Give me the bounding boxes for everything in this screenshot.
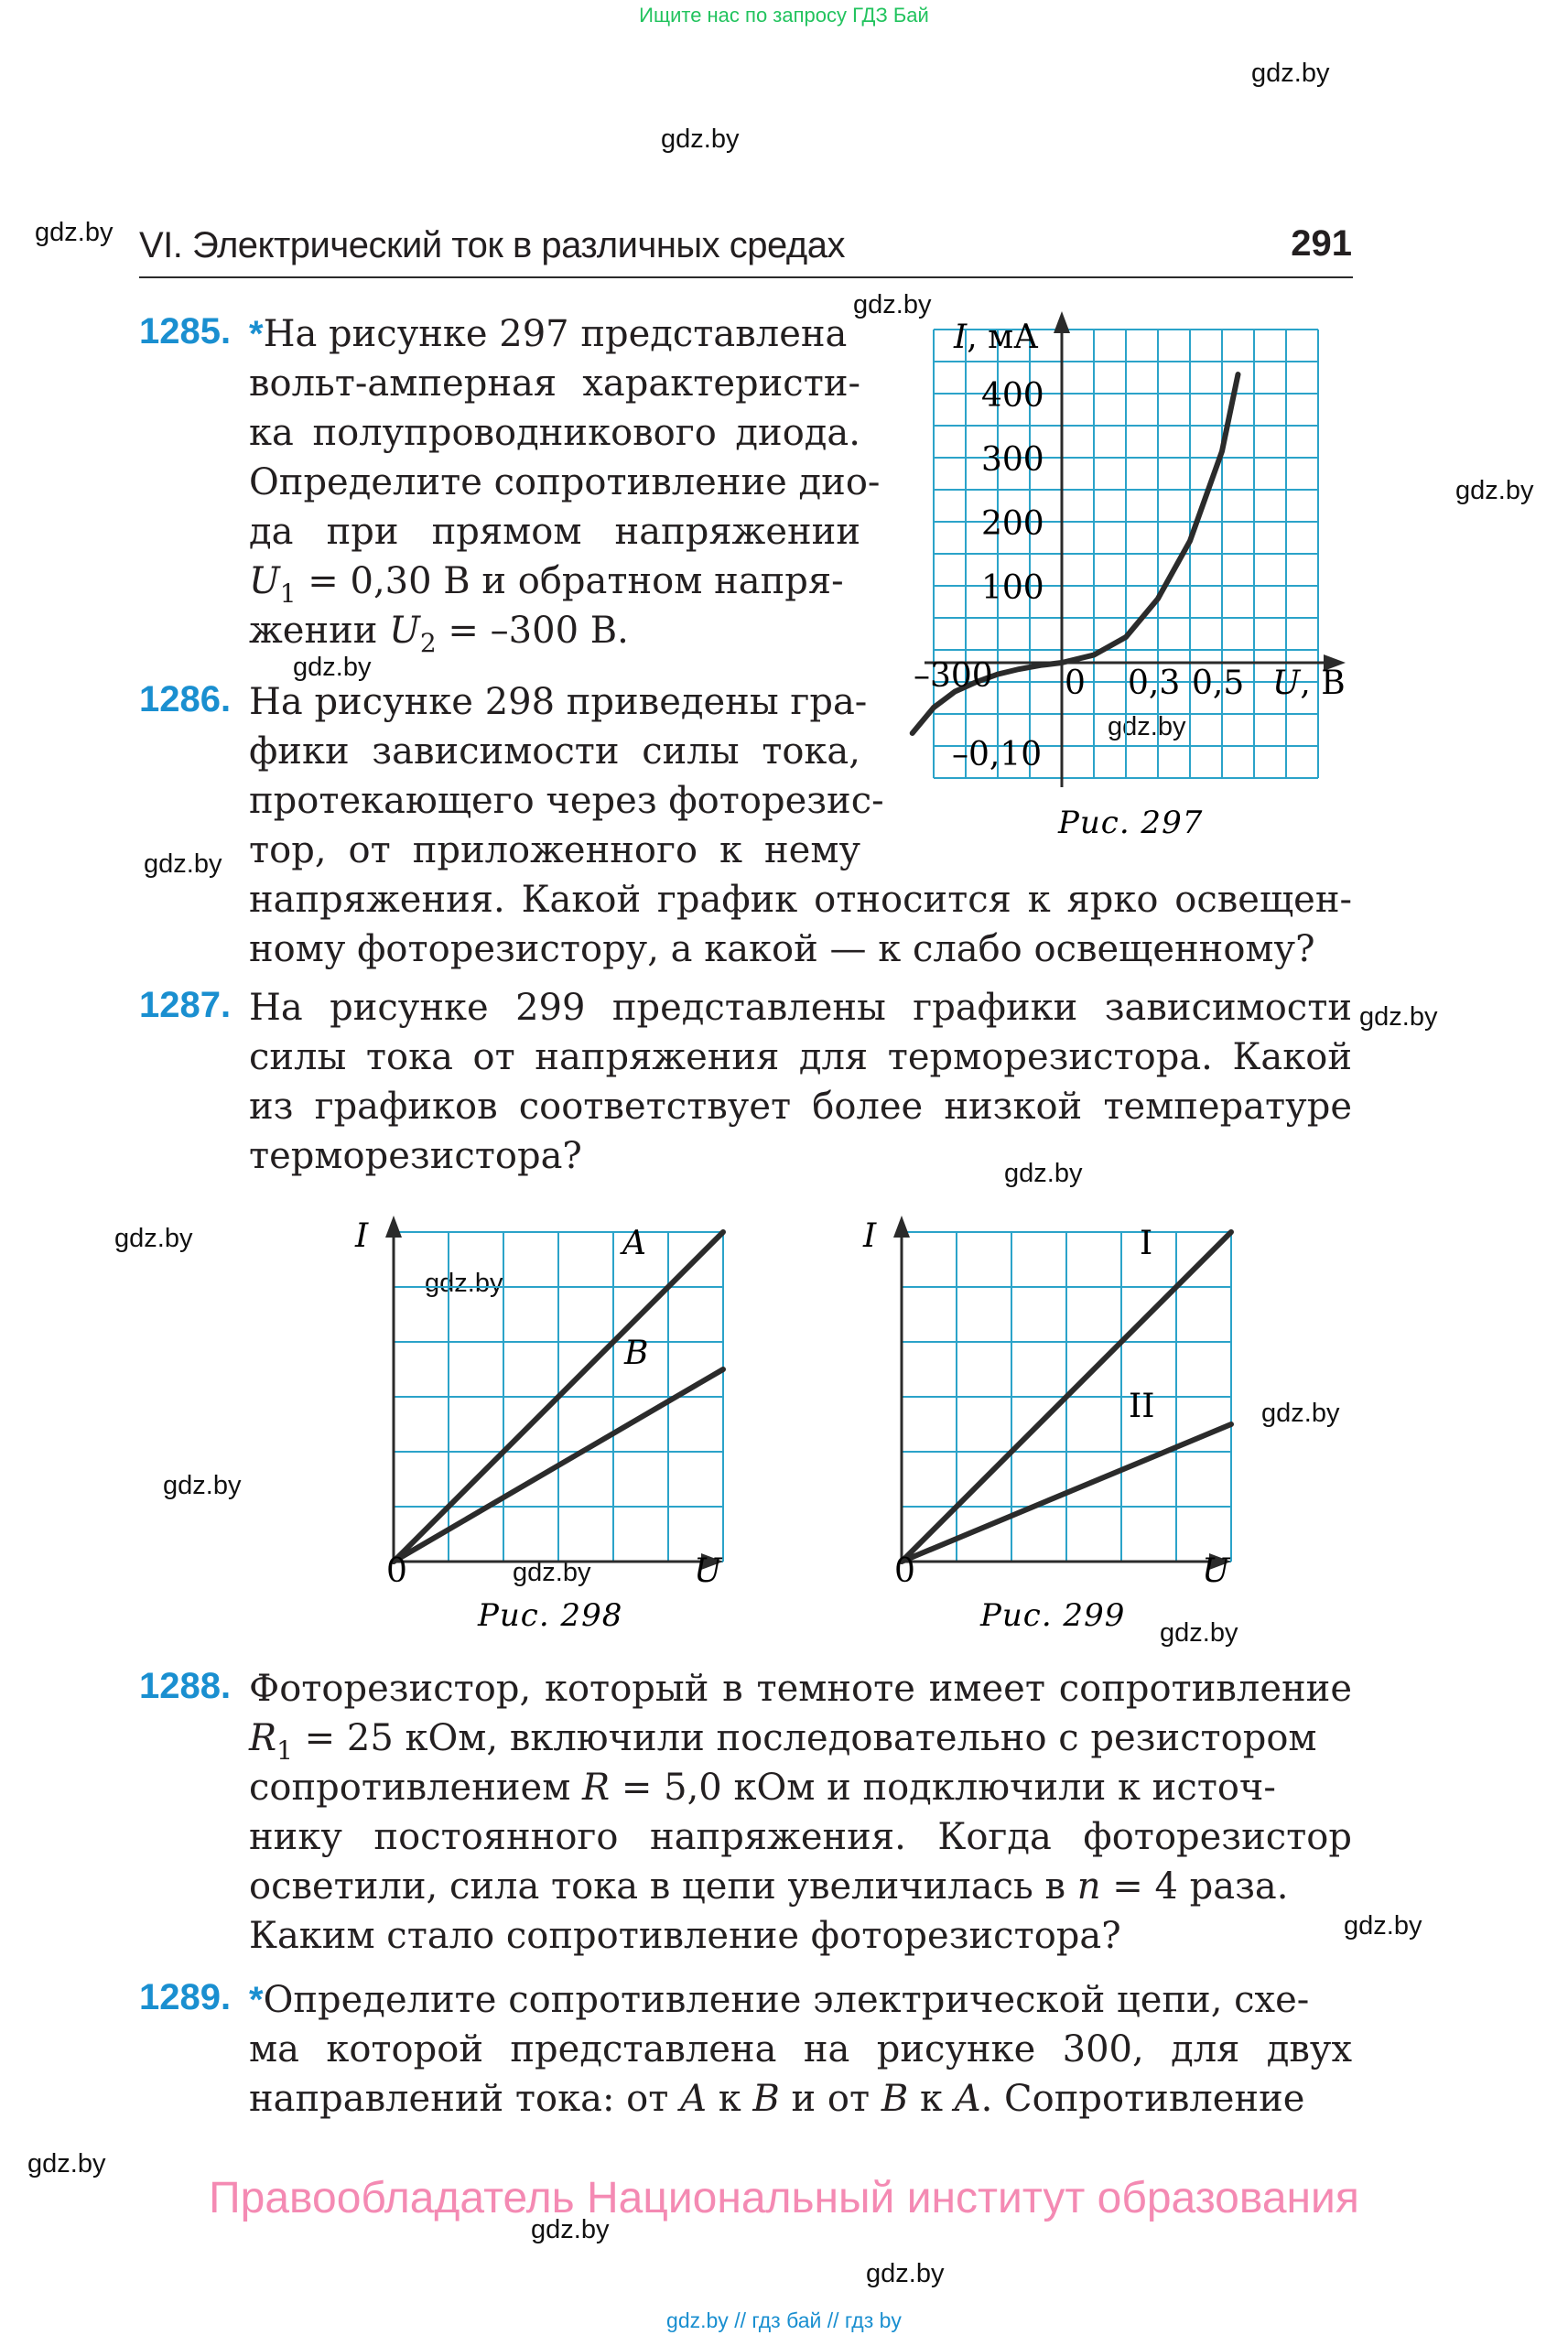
series-label-a: A bbox=[622, 1225, 646, 1262]
y-tick-label: –0,10 bbox=[952, 736, 1043, 773]
origin-label: 0 bbox=[894, 1552, 915, 1590]
problem-number-1285: 1285. bbox=[139, 311, 232, 351]
series-label-b: B bbox=[624, 1335, 649, 1372]
series-label-ii: II bbox=[1129, 1388, 1155, 1425]
origin-label: 0 bbox=[386, 1552, 407, 1590]
watermark: gdz.by bbox=[293, 653, 372, 682]
star-marker: * bbox=[249, 1980, 264, 2020]
watermark: gdz.by bbox=[35, 218, 114, 247]
watermark: gdz.by bbox=[1160, 1618, 1238, 1648]
x-tick-label: –300 bbox=[914, 657, 993, 695]
problem-1286-text-bottom: напряжения. Какой график относится к ярко освещен- ному фоторезистору, а какой — к слабо освещенному? bbox=[249, 879, 1352, 970]
series-label-i: I bbox=[1140, 1225, 1153, 1262]
watermark: gdz.by bbox=[661, 124, 740, 154]
y-tick-label: 300 bbox=[981, 441, 1044, 479]
figure-297 bbox=[879, 311, 1355, 860]
watermark: gdz.by bbox=[853, 290, 932, 319]
watermark: gdz.by bbox=[531, 2215, 610, 2244]
problem-number-1289: 1289. bbox=[139, 1977, 232, 2017]
problem-1287-text: На рисунке 299 представлены графики зависимости силы тока от напряжения для терморезистора. Какой из графиков соответствует более низкой температуре терморезистора? bbox=[249, 987, 1352, 1177]
y-axis-label: I bbox=[863, 1217, 877, 1255]
y-tick-label: 400 bbox=[981, 377, 1044, 415]
watermark: gdz.by bbox=[425, 1269, 503, 1298]
y-axis-arrow-icon bbox=[893, 1216, 910, 1238]
footer-links[interactable]: gdz.by // гдз бай // гдз by bbox=[666, 2308, 902, 2332]
x-tick-label: 0 bbox=[1065, 665, 1086, 702]
watermark: gdz.by bbox=[1359, 1002, 1438, 1032]
page-number: 291 bbox=[1291, 223, 1352, 264]
watermark: gdz.by bbox=[1261, 1399, 1340, 1428]
y-tick-label: 100 bbox=[981, 569, 1044, 607]
watermark: gdz.by bbox=[144, 849, 222, 879]
watermark: gdz.by bbox=[1455, 476, 1534, 505]
problem-1289-text: *Определите сопротивление электрической цепи, схе- ма которой представлена на рисунке 300, для двух направлений тока: от A к B и от B к A. Сопротивление bbox=[249, 1979, 1352, 2120]
problem-1286-text-top: На рисунке 298 приведены гра- фики зависимости силы тока, протекающего через фоторезис- тор, от приложенного к нему bbox=[249, 681, 884, 871]
y-axis-arrow-icon bbox=[385, 1216, 402, 1238]
watermark: gdz.by bbox=[1004, 1159, 1083, 1188]
header-rule bbox=[139, 276, 1353, 278]
problem-number-1286: 1286. bbox=[139, 679, 232, 719]
watermark: gdz.by bbox=[27, 2149, 106, 2178]
curve-forward bbox=[1062, 374, 1238, 663]
figure-caption: Рис. 298 bbox=[478, 1597, 623, 1634]
problem-1285-text: *На рисунке 297 представлена вольт-амперная характеристи- ка полупроводникового диода. Определите сопротивление дио- да при прямом напряжении $U_1 = 0,30$ В и обратном напря- жении $U_2 = -300$ В. bbox=[249, 313, 881, 658]
x-axis-label: U bbox=[694, 1552, 722, 1590]
watermark: gdz.by bbox=[114, 1224, 193, 1253]
star-marker: * bbox=[249, 314, 264, 354]
y-axis-arrow-icon bbox=[1054, 311, 1070, 333]
watermark: gdz.by bbox=[1344, 1911, 1422, 1941]
top-banner[interactable]: Ищите нас по запросу ГДЗ Бай bbox=[639, 4, 929, 27]
x-tick-label: 0,3 bbox=[1128, 665, 1181, 702]
problem-1288-text: Фоторезистор, который в темноте имеет сопротивление $R_1 = 25$ кОм, включили последовательно с резистором сопротивлением R = 5,0 кОм и подключили к источ- нику постоянного напряжения. Когда фоторезистор осветили, сила тока в цепи увеличилась в n = 4 раза. Каким стало сопротивление фоторезистора? bbox=[249, 1668, 1352, 1957]
x-axis-label: U, В bbox=[1272, 665, 1346, 702]
figure-caption: Рис. 297 bbox=[1058, 805, 1204, 841]
y-tick-label: 200 bbox=[981, 505, 1044, 543]
figure-298 bbox=[339, 1208, 741, 1648]
problem-number-1287: 1287. bbox=[139, 985, 232, 1025]
x-tick-label: 0,5 bbox=[1192, 665, 1245, 702]
y-axis-label: I, мА bbox=[954, 319, 1039, 356]
chapter-title: VI. Электрический ток в различных средах bbox=[139, 225, 845, 265]
figure-299 bbox=[847, 1208, 1249, 1648]
watermark: gdz.by bbox=[163, 1471, 242, 1500]
watermark: gdz.by bbox=[513, 1558, 591, 1587]
figure-caption: Рис. 299 bbox=[980, 1597, 1126, 1634]
watermark: gdz.by bbox=[1251, 59, 1330, 88]
x-axis-label: U bbox=[1202, 1552, 1230, 1590]
watermark: gdz.by bbox=[866, 2259, 945, 2288]
y-axis-label: I bbox=[355, 1217, 369, 1255]
watermark: gdz.by bbox=[1108, 712, 1186, 741]
problem-number-1288: 1288. bbox=[139, 1666, 232, 1706]
copyright-notice: Правообладатель Национальный институт образования bbox=[209, 2174, 1359, 2222]
